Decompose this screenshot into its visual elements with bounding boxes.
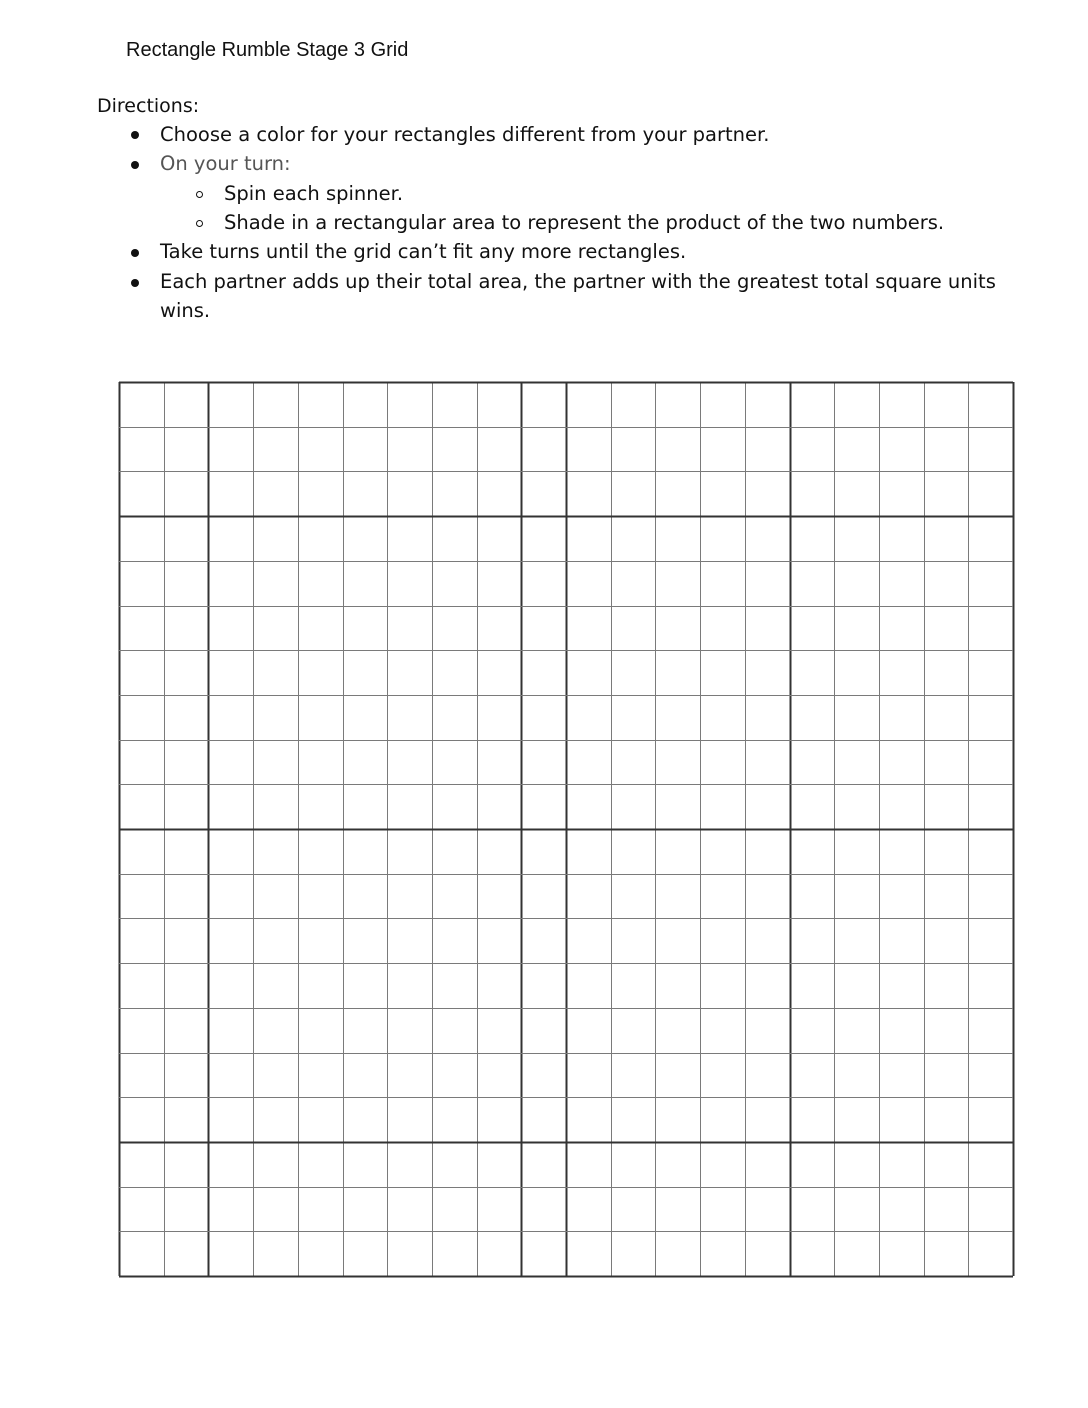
direction-item-4-line-1: Each partner adds up their total area, the partner with the greatest total square units: [160, 270, 996, 293]
direction-item-1: Choose a color for your rectangles different from your partner.: [160, 123, 770, 146]
direction-item-3: Take turns until the grid can’t fit any more rectangles.: [160, 240, 687, 263]
direction-item-2-sub-1: Spin each spinner.: [224, 182, 404, 205]
page-title: Rectangle Rumble Stage 3 Grid: [126, 39, 409, 61]
direction-item-2: On your turn:: [160, 152, 291, 175]
directions-heading: Directions:: [97, 95, 200, 117]
direction-item-4-line-2: wins.: [160, 299, 211, 322]
direction-item-2-sub-2: Shade in a rectangular area to represent the product of the two numbers.: [224, 211, 945, 234]
